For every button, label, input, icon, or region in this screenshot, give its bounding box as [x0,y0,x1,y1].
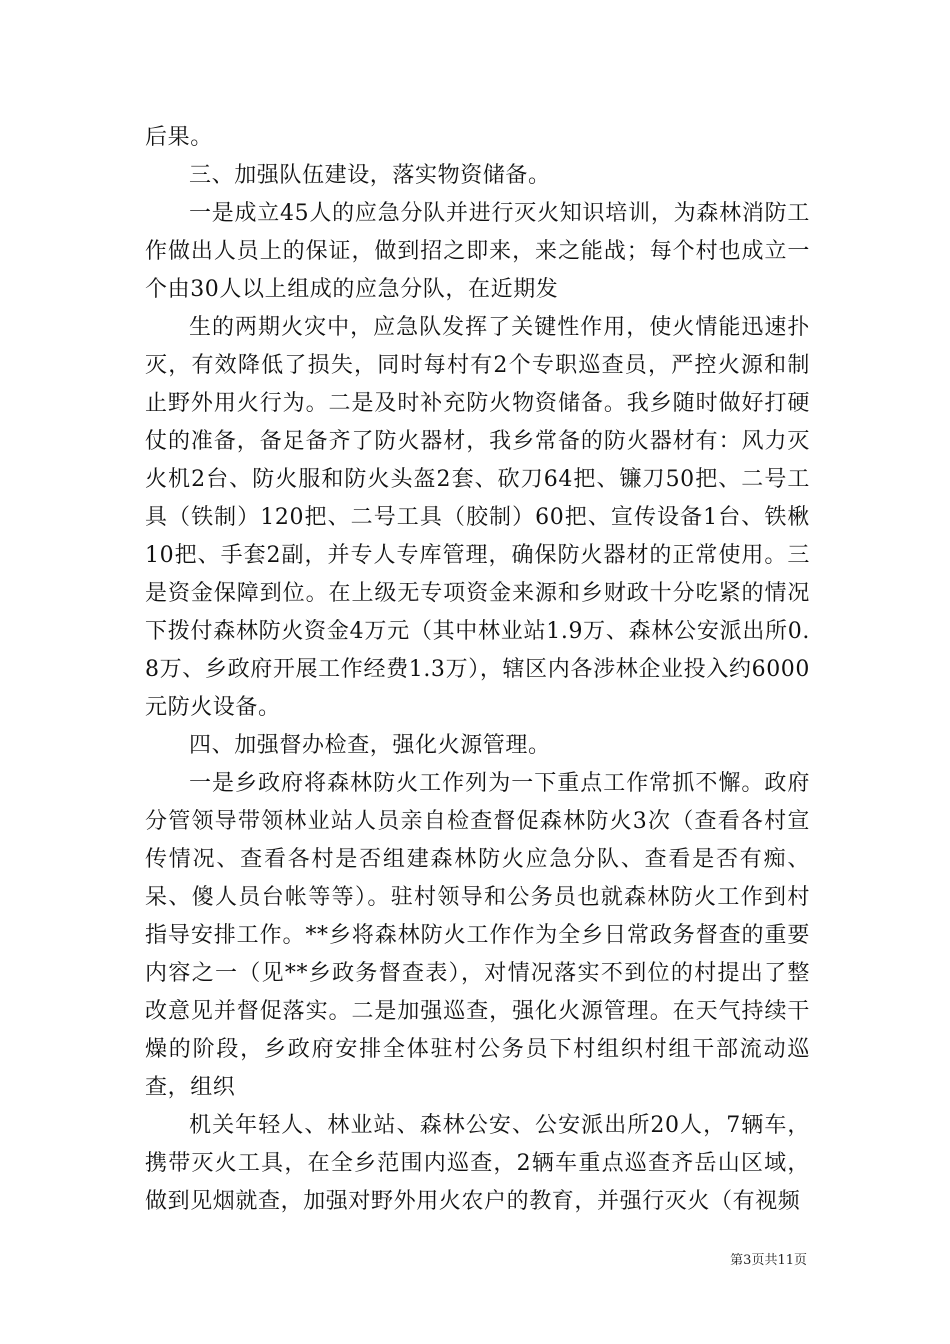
paragraph-emergency-team: 一是成立45人的应急分队并进行灭火知识培训，为森林消防工作做出人员上的保证，做到招之即来，来之能战；每个村也成立一个由30人以上组成的应急分队，在近期发 [145,201,810,302]
document-body [145,119,810,1221]
paragraph-patrol: 机关年轻人、林业站、森林公安、公安派出所20人，7辆车，携带灭火工具，在全乡范围内巡查，2辆车重点巡查齐岳山区域，做到见烟就查，加强对野外用火农户的教育，并强行灭火（有视频 [145,1113,810,1214]
paragraph-supplies: 生的两期火灾中，应急队发挥了关键性作用，使火情能迅速扑灭，有效降低了损失，同时每村有2个专职巡查员，严控火源和制止野外用火行为。二是及时补充防火物资储备。我乡随时做好打硬仗的准备，备足备齐了防火器材，我乡常备的防火器材有：风力灭火机2台、防火服和防火头盔2套、砍刀64把、镰刀50把、二号工具（铁制）120把、二号工具（胶制）60把、宣传设备1台、铁楸10把、手套2副，并专人专库管理，确保防火器材的正常使用。三是资金保障到位。在上级无专项资金来源和乡财政十分吃紧的情况下拨付森林防火资金4万元（其中林业站1.9万、森林公安派出所0.8万、乡政府开展工作经费1.3万），辖区内各涉林企业投入约6000元防火设备。 [145,315,810,720]
paragraph-inspection: 一是乡政府将森林防火工作列为一下重点工作常抓不懈。政府分管领导带领林业站人员亲自检查督促森林防火3次（查看各村宣传情况、查看各村是否组建森林防火应急分队、查看是否有痴、呆、傻人员台帐等等）。驻村领导和公务员也就森林防火工作到村指导安排工作。**乡将森林防火工作作为全乡日常政务督查的重要内容之一（见**乡政务督查表），对情况落实不到位的村提出了整改意见并督促落实。二是加强巡查，强化火源管理。在天气持续干燥的阶段，乡政府安排全体驻村公务员下村组织村组干部流动巡查，组织 [145,771,810,1100]
paragraph-consequence: 后果。 [145,125,213,150]
page-number: 第3页共11页 [730,1253,807,1268]
section-heading-3: 三、加强队伍建设，落实物资储备。 [189,163,551,188]
section-heading-4: 四、加强督办检查，强化火源管理。 [189,733,551,758]
